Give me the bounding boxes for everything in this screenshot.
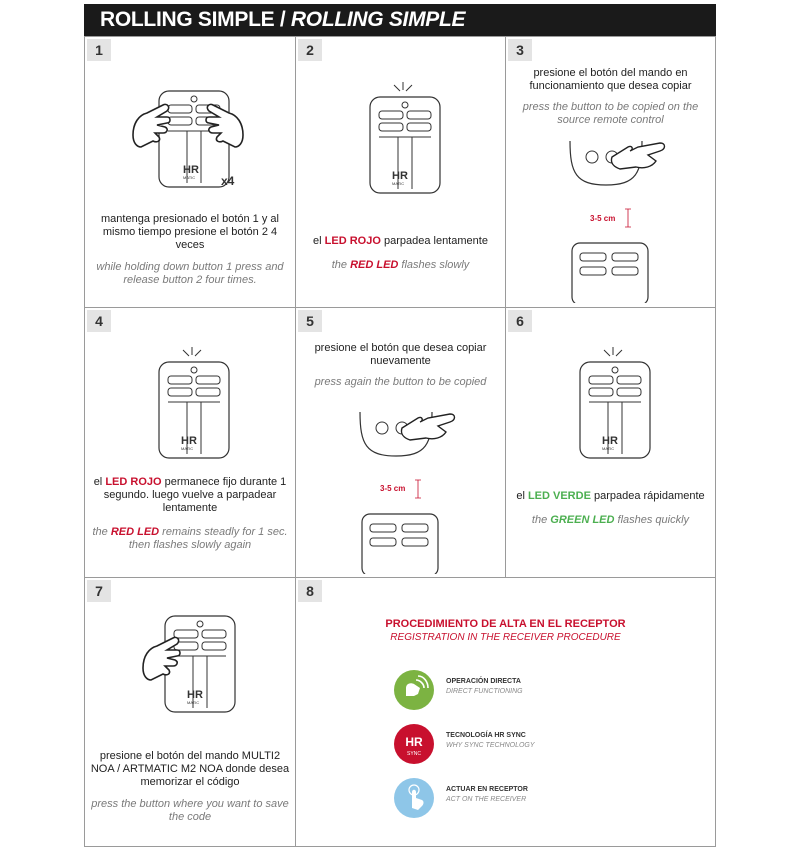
red-led-label: RED LED xyxy=(350,259,399,271)
procedure-title: PROCEDIMIENTO DE ALTA EN EL RECEPTOR xyxy=(385,618,626,630)
remote-brand: HR xyxy=(187,689,203,701)
sync-badge: SYNC xyxy=(407,751,421,757)
led-rays-icon xyxy=(183,347,201,356)
remote-brand-sub: MATIC xyxy=(602,446,615,451)
copy-source-illustration xyxy=(546,133,686,303)
step-6-text-en: the GREEN LED flashes quickly xyxy=(531,514,690,526)
page-title xyxy=(100,8,465,32)
step-number: 1 xyxy=(87,39,111,61)
remote-brand: HR xyxy=(181,435,197,447)
remote-brand-sub: MATIC xyxy=(187,700,200,705)
step-8 xyxy=(295,577,716,847)
led-rays-icon xyxy=(394,82,412,91)
title-en: ROLLING SIMPLE xyxy=(290,8,466,31)
option-sublabel: DIRECT FUNCTIONING xyxy=(446,688,523,695)
remote-green-flash-illustration xyxy=(576,342,656,472)
step-3 xyxy=(505,36,716,308)
step-6 xyxy=(505,307,716,578)
step-2 xyxy=(295,36,506,308)
remote-steady-illustration xyxy=(155,342,235,472)
remote-brand: HR xyxy=(392,170,408,182)
page-header xyxy=(84,4,716,36)
step-number: 4 xyxy=(87,310,111,332)
title-separator: / xyxy=(274,8,291,31)
press-count: x4 xyxy=(221,174,235,188)
step-4-text-es: el LED ROJO permanece fijo durante 1 segundo. luego vuelve a parpadear lentamente xyxy=(93,476,287,514)
step-1-text-en: while holding down button 1 press and release button 2 four times. xyxy=(96,261,284,286)
step-number: 2 xyxy=(298,39,322,61)
step-number: 5 xyxy=(298,310,322,332)
copy-again-illustration xyxy=(336,404,476,574)
hr-sync-icon xyxy=(394,724,434,764)
distance-label: 3-5 cm xyxy=(590,214,616,223)
option-sublabel: ACT ON THE RECEIVER xyxy=(446,796,527,803)
touch-receiver-icon xyxy=(394,778,434,818)
direct-functioning-icon xyxy=(394,670,434,710)
option-label: ACTUAR EN RECEPTOR xyxy=(446,786,528,793)
title-es: ROLLING SIMPLE xyxy=(100,8,275,31)
step-1 xyxy=(84,36,296,308)
led-rays-icon xyxy=(604,347,622,356)
remote-brand: HR xyxy=(602,435,618,447)
step-7-text-en: press the button where you want to save the code xyxy=(91,798,289,823)
option-sublabel: WHY SYNC TECHNOLOGY xyxy=(446,742,535,749)
red-led-label: LED ROJO xyxy=(105,476,162,488)
step-3-text-es: presione el botón del mando en funcionamiento que desea copiar xyxy=(529,67,692,92)
remote-brand-sub: MATIC xyxy=(181,446,194,451)
press-target-button-illustration xyxy=(133,608,253,728)
remote-brand: HR xyxy=(183,164,199,176)
remote-two-hands-illustration xyxy=(125,85,265,205)
option-label: OPERACIÓN DIRECTA xyxy=(446,678,521,685)
procedure-subtitle: REGISTRATION IN THE RECEIVER PROCEDURE xyxy=(390,632,621,643)
option-label: TECNOLOGÍA HR SYNC xyxy=(446,732,526,739)
green-led-label: GREEN LED xyxy=(550,514,615,526)
step-7-text-es: presione el botón del mando MULTI2 NOA / ARTMATIC M2 NOA donde desea memorizar el código xyxy=(90,750,290,788)
step-number: 3 xyxy=(508,39,532,61)
remote-brand-sub: MATIC xyxy=(392,181,405,186)
step-2-text-es: el LED ROJO parpadea lentamente xyxy=(313,235,488,247)
step-7 xyxy=(84,577,296,847)
option-hr-sync[interactable] xyxy=(394,724,614,764)
step-number: 6 xyxy=(508,310,532,332)
remote-brand-sub: MATIC xyxy=(183,175,196,180)
step-5-text-es: presione el botón que desea copiar nuevamente xyxy=(314,342,487,367)
steps-grid xyxy=(84,36,716,847)
step-4-text-en: the RED LED remains steadly for 1 sec. then flashes slowly again xyxy=(92,526,288,551)
distance-label: 3-5 cm xyxy=(380,484,406,493)
step-4 xyxy=(84,307,296,578)
step-2-text-en: the RED LED flashes slowly xyxy=(331,259,470,271)
step-1-text-es: mantenga presionado el botón 1 y al mismo tiempo presione el botón 2 4 veces xyxy=(101,213,279,251)
step-6-text-es: el LED VERDE parpadea rápidamente xyxy=(516,490,705,502)
step-5 xyxy=(295,307,506,578)
red-led-label: RED LED xyxy=(110,526,160,538)
step-number: 8 xyxy=(298,580,322,602)
option-direct-functioning[interactable] xyxy=(394,670,614,710)
step-number: 7 xyxy=(87,580,111,602)
step-5-text-en: press again the button to be copied xyxy=(314,376,487,388)
hr-badge: HR xyxy=(405,735,423,749)
step-3-text-en: press the button to be copied on the source remote control xyxy=(522,101,699,126)
remote-flashing-illustration xyxy=(366,77,446,207)
green-led-label: LED VERDE xyxy=(527,490,591,502)
red-led-label: LED ROJO xyxy=(324,235,381,247)
option-act-on-receiver[interactable] xyxy=(394,778,614,818)
